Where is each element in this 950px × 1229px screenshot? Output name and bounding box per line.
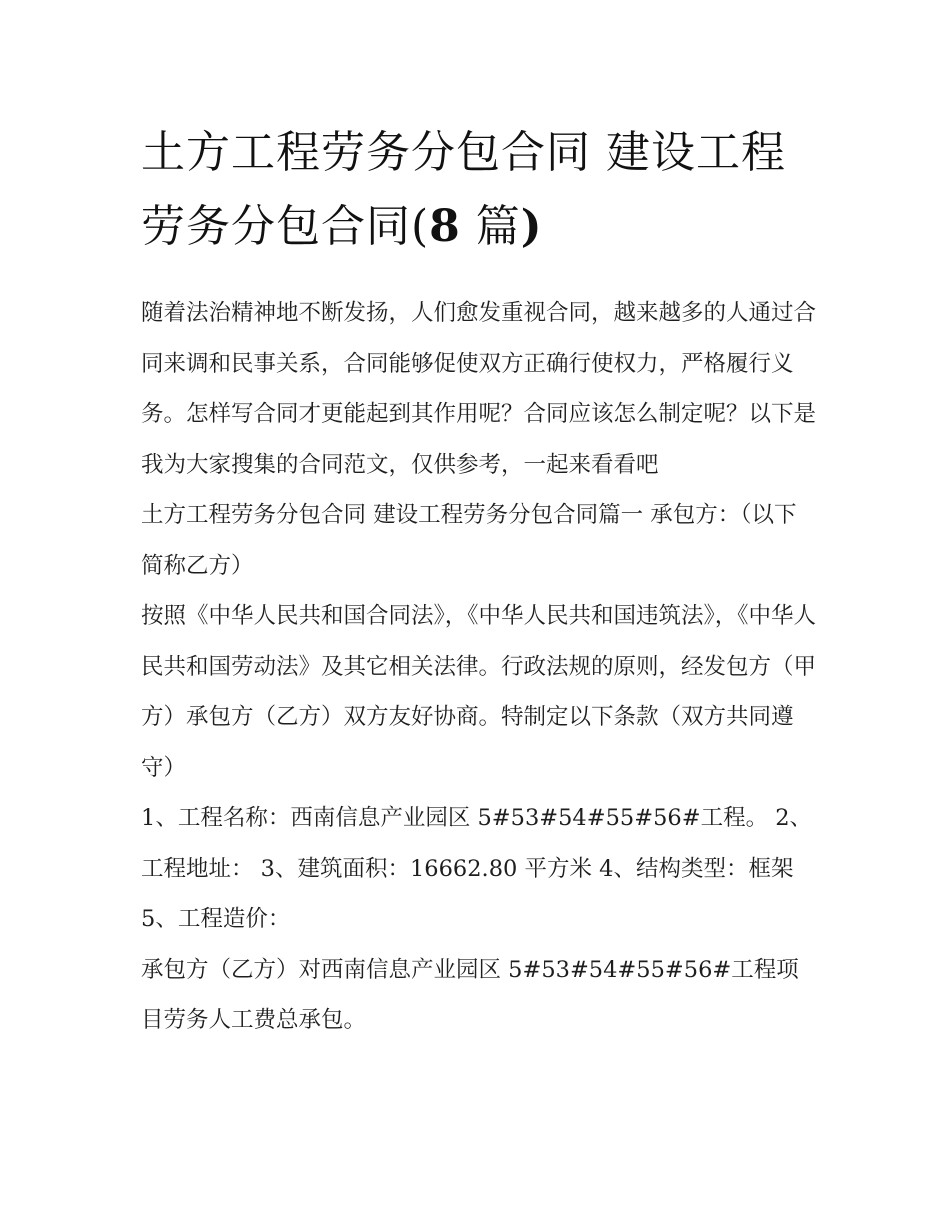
document-body	[141, 288, 816, 1046]
project-info-paragraph: 1、工程名称：西南信息产业园区 5#53#54#55#56#工程。 2、工程地址： 3、建筑面积：16662.80 平方米 4、结构类型：框架 5、工程造价：	[141, 805, 813, 932]
title-close-paren: )	[520, 201, 543, 252]
title-unit: 篇	[460, 201, 521, 252]
scope-paragraph: 承包方（乙方）对西南信息产业园区 5#53#54#55#56#工程项目劳务人工费总承包。	[141, 956, 799, 1033]
legal-basis-paragraph: 按照《中华人民共和国合同法》，《中华人民共和国违筑法》，《中华人民共和国劳动法》及其它相关法律。行政法规的原则，经发包方（甲方）承包方（乙方）双方友好协商。特制定以下条款（双方共同遵守）	[141, 603, 817, 781]
document-page	[141, 116, 816, 1046]
contract-heading-paragraph: 土方工程劳务分包合同 建设工程劳务分包合同篇一 承包方：（以下简称乙方）	[141, 502, 797, 579]
document-title	[141, 116, 816, 264]
intro-paragraph: 随着法治精神地不断发扬，人们愈发重视合同，越来越多的人通过合同来调和民事关系，合同能够促使双方正确行使权力，严格履行义务。怎样写合同才更能起到其作用呢？合同应该怎么制定呢？以下是我为大家搜集的合同范文，仅供参考，一起来看看吧	[141, 300, 817, 478]
title-text: 土方工程劳务分包合同 建设工程劳务分包合同(	[141, 127, 786, 252]
title-count: 8	[429, 201, 461, 252]
